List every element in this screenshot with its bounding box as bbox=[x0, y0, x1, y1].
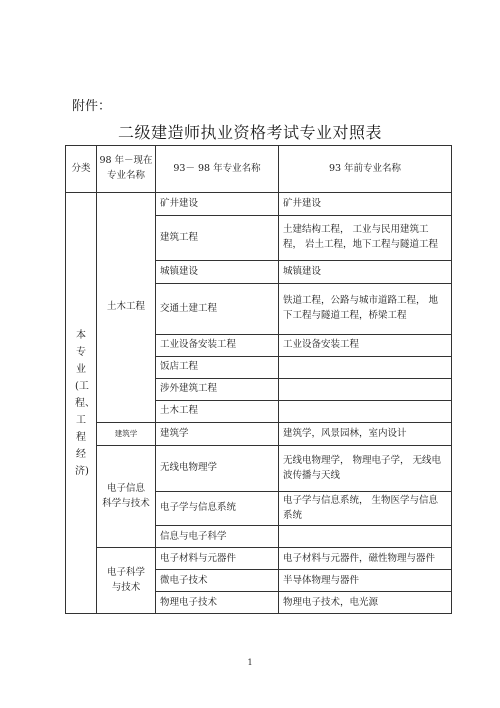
mid-major-cell: 矿井建设 bbox=[156, 193, 279, 216]
annex-label: 附件： bbox=[72, 99, 112, 114]
mid-major-cell: 建筑工程 bbox=[156, 216, 279, 261]
page-title: 二级建造师执业资格考试专业对照表 bbox=[117, 123, 382, 142]
group-eit bbox=[97, 446, 156, 548]
category-main-label: 本专业(工程、工程经济) bbox=[75, 329, 95, 477]
mid-major-cell: 微电子技术 bbox=[156, 570, 279, 592]
mid-major-cell: 饭店工程 bbox=[156, 357, 279, 379]
mid-major-cell: 建筑学 bbox=[156, 423, 279, 446]
mid-major-cell: 城镇建设 bbox=[156, 261, 279, 284]
header-current-major bbox=[97, 146, 156, 193]
group-est bbox=[97, 548, 156, 614]
table-row bbox=[66, 446, 452, 492]
major-comparison-table bbox=[65, 145, 452, 614]
old-major-cell: 城镇建设 bbox=[279, 261, 452, 284]
group-civil: 土木工程 bbox=[97, 193, 156, 423]
old-major-cell bbox=[279, 401, 452, 423]
old-major-cell: 物理电子技术，电光源 bbox=[279, 592, 452, 614]
group-est-line1: 电子科学 bbox=[106, 567, 145, 579]
old-major-cell bbox=[279, 526, 452, 548]
old-major-cell: 电子材料与元器件，磁性物理与器件 bbox=[279, 548, 452, 570]
mid-major-cell: 涉外建筑工程 bbox=[156, 379, 279, 401]
category-main-cell bbox=[66, 193, 97, 614]
old-major-cell: 电子学与信息系统， 生物医学与信息系统 bbox=[279, 492, 452, 526]
old-major-cell bbox=[279, 357, 452, 379]
table-header-row bbox=[66, 146, 452, 193]
header-current-line1: 98 年－现在 bbox=[99, 155, 153, 167]
table-row bbox=[66, 423, 452, 446]
mid-major-cell: 工业设备安装工程 bbox=[156, 335, 279, 357]
header-old-major: 93 年前专业名称 bbox=[279, 146, 452, 193]
old-major-cell: 土建结构工程， 工业与民用建筑工程， 岩土工程，地下工程与隧道工程 bbox=[279, 216, 452, 261]
mid-major-cell: 电子学与信息系统 bbox=[156, 492, 279, 526]
header-current-line2: 专业名称 bbox=[106, 170, 145, 181]
group-est-line2: 与技术 bbox=[111, 581, 141, 593]
old-major-cell bbox=[279, 379, 452, 401]
mid-major-cell: 电子材料与元器件 bbox=[156, 548, 279, 570]
old-major-cell: 无线电物理学， 物理电子学， 无线电波传播与天线 bbox=[279, 446, 452, 492]
old-major-cell: 建筑学，风景园林，室内设计 bbox=[279, 423, 452, 446]
old-major-cell: 工业设备安装工程 bbox=[279, 335, 452, 357]
header-mid-major: 93－ 98 年专业名称 bbox=[156, 146, 279, 193]
page-number: 1 bbox=[247, 658, 253, 667]
old-major-cell: 半导体物理与器件 bbox=[279, 570, 452, 592]
header-category: 分类 bbox=[66, 146, 97, 193]
group-arch: 建筑学 bbox=[97, 423, 156, 446]
mid-major-cell: 物理电子技术 bbox=[156, 592, 279, 614]
mid-major-cell: 信息与电子科学 bbox=[156, 526, 279, 548]
mid-major-cell: 无线电物理学 bbox=[156, 446, 279, 492]
table-row bbox=[66, 193, 452, 216]
group-eit-line2: 科学与技术 bbox=[102, 497, 150, 509]
group-eit-line1: 电子信息 bbox=[106, 483, 145, 494]
mid-major-cell: 交通土建工程 bbox=[156, 284, 279, 335]
old-major-cell: 铁道工程，公路与城市道路工程， 地下工程与隧道工程，桥梁工程 bbox=[279, 284, 452, 335]
table-row bbox=[66, 548, 452, 570]
mid-major-cell: 土木工程 bbox=[156, 401, 279, 423]
old-major-cell: 矿井建设 bbox=[279, 193, 452, 216]
